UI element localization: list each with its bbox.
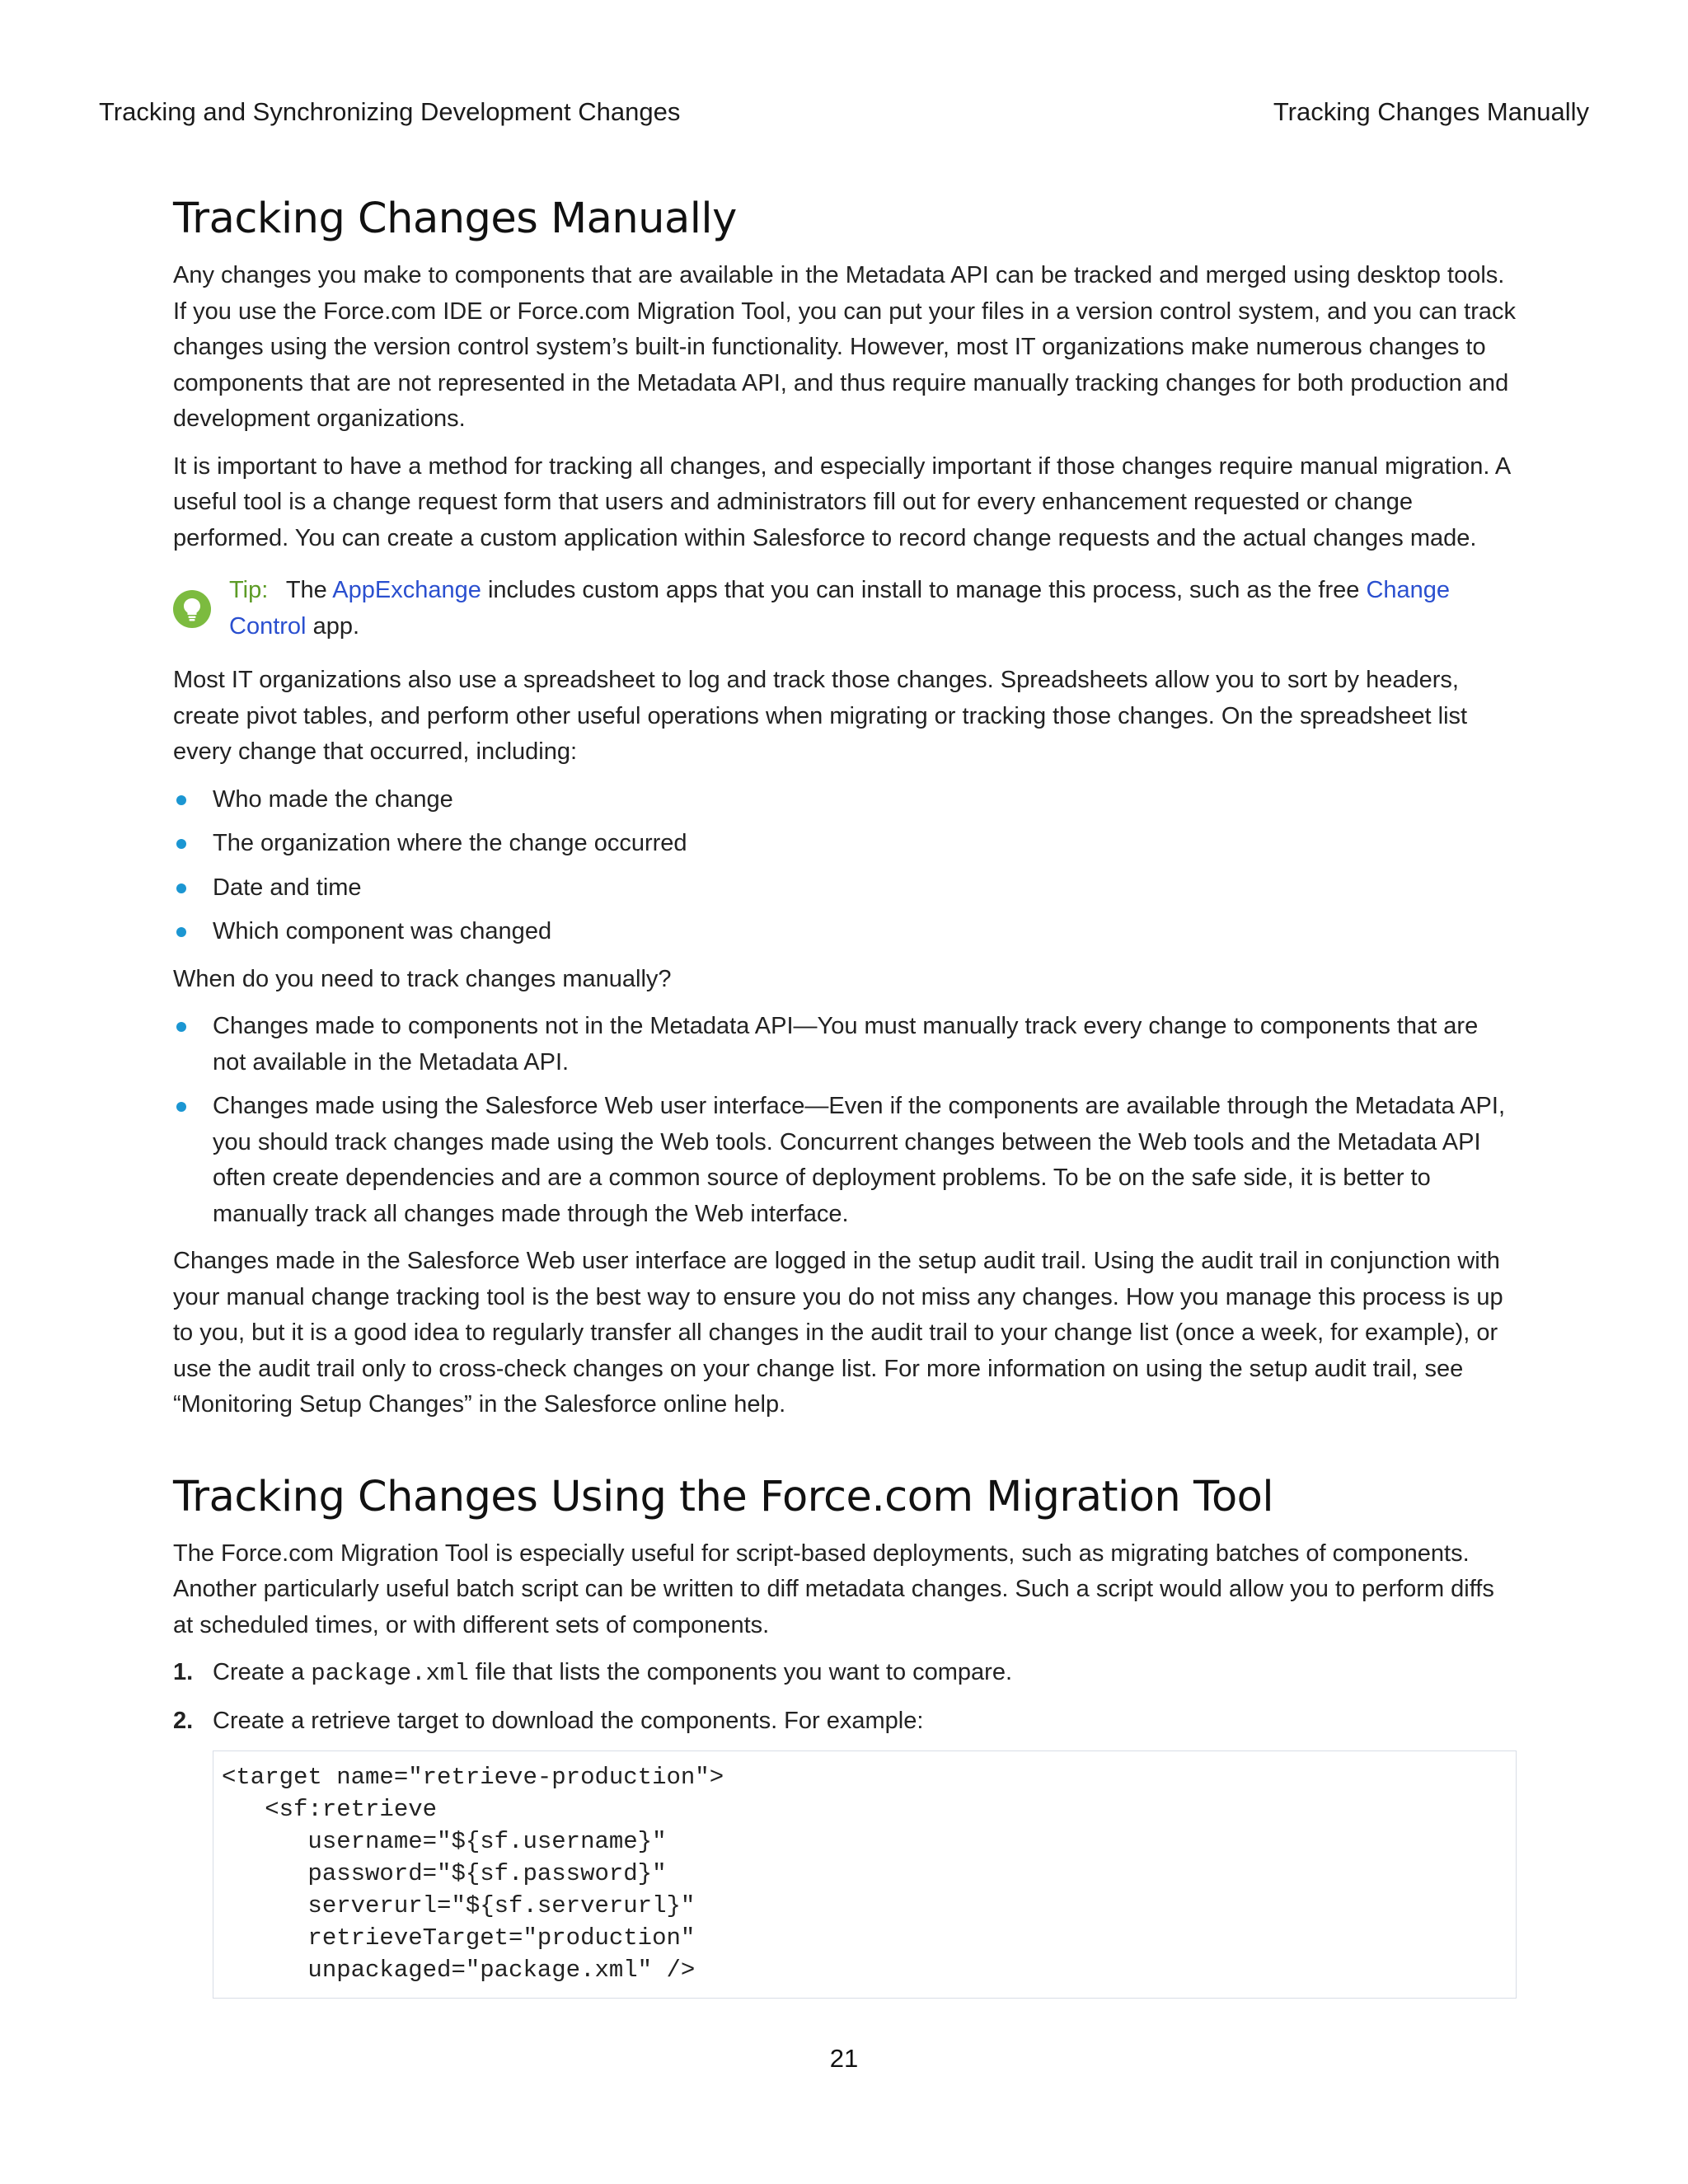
inline-code: package.xml bbox=[311, 1660, 469, 1687]
when-to-track-list bbox=[173, 1009, 1517, 1232]
change-control-link[interactable]: Change Control bbox=[229, 577, 1451, 640]
tip-text: app. bbox=[312, 612, 360, 640]
tip-text: The bbox=[285, 577, 327, 603]
paragraph: When do you need to track changes manually? bbox=[173, 965, 672, 992]
tip-callout bbox=[173, 573, 1517, 644]
paragraph: The Force.com Migration Tool is especially useful for script-based deployments, such as migrating batches of components. Another particularly useful batch script can be written to diff metadata changes. Such a script would allow you to perform diffs at scheduled times, or with different sets of components. bbox=[173, 1540, 1494, 1638]
bullet-icon bbox=[176, 1102, 186, 1112]
page-content bbox=[173, 194, 1517, 1999]
bullet-icon bbox=[176, 839, 186, 849]
paragraph: Changes made in the Salesforce Web user interface are logged in the setup audit trail. Using the audit trail in conjunction with your manual change tracking tool is the best way to ensure you do not miss any changes. How you manage this process is up to you, but it is a good idea to regularly transfer all changes in the audit trail to your change list (once a week, for example), or use the audit trail only to cross-check changes on your change list. For more information on using the setup audit trail, see “Monitoring Setup Changes” in the Salesforce online help. bbox=[173, 1248, 1503, 1418]
page-number: 21 bbox=[829, 2044, 859, 2073]
steps-list bbox=[173, 1655, 1517, 1739]
list-item: Date and time bbox=[173, 870, 1517, 907]
step-number: 2. bbox=[173, 1707, 194, 1734]
bullet-icon bbox=[176, 883, 186, 893]
lightbulb-icon bbox=[173, 590, 211, 628]
section-title-migration-tool: Tracking Changes Using the Force.com Migration Tool bbox=[173, 1472, 1274, 1521]
step-item: 1. Create a package.xml file that lists the components you want to compare. bbox=[173, 1655, 1517, 1692]
tip-label: Tip: bbox=[229, 577, 269, 603]
tip-text: includes custom apps that you can install to manage this process, such as the free bbox=[487, 577, 1360, 603]
step-item: 2. Create a retrieve target to download the components. For example: bbox=[173, 1704, 1517, 1740]
bullet-icon bbox=[176, 927, 186, 937]
list-item: Changes made using the Salesforce Web user interface—Even if the components are available through the Metadata API, you should track changes made using the Web tools. Concurrent changes between the Web tools and the Metadata API often create dependencies and are a common source of deployment problems. To be on the safe side, it is better to manually track all changes made through the Web interface. bbox=[173, 1089, 1517, 1232]
paragraph: Most IT organizations also use a spreadsheet to log and track those changes. Spreadsheets allow you to sort by headers, create pivot tables, and perform other useful operations when migrating or tracking those changes. On the spreadsheet list every change that occurred, including: bbox=[173, 667, 1468, 765]
step-number: 1. bbox=[173, 1659, 194, 1685]
paragraph: It is important to have a method for tracking all changes, and especially important if those changes require manual migration. A useful tool is a change request form that users and administrators fill out for every enhancement requested or change performed. You can create a custom application within Salesforce to record change requests and the actual changes made. bbox=[173, 452, 1510, 551]
bullet-icon bbox=[176, 1022, 186, 1032]
running-header-right: Tracking Changes Manually bbox=[1273, 97, 1589, 126]
section-title-manual: Tracking Changes Manually bbox=[173, 194, 737, 243]
running-header-left: Tracking and Synchronizing Development Changes bbox=[99, 97, 681, 126]
list-item: The organization where the change occurred bbox=[173, 826, 1517, 862]
list-item: Changes made to components not in the Metadata API—You must manually track every change to components that are not available in the Metadata API. bbox=[173, 1009, 1517, 1080]
paragraph: Any changes you make to components that are available in the Metadata API can be tracked and merged using desktop tools. If you use the Force.com IDE or Force.com Migration Tool, you can put your files in a version control system, and you can track changes using the version control system’s built-in functionality. However, most IT organizations make numerous changes to components that are not represented in the Metadata API, and thus require manually tracking changes for both production and development organizations. bbox=[173, 262, 1517, 432]
code-block: <target name="retrieve-production"> <sf:retrieve username="${sf.username}" password="${sf.password}" serverurl="${sf.serverurl}" retrieveTarget="production" unpackaged="package.xml" /> bbox=[213, 1750, 1517, 1999]
bullet-icon bbox=[176, 795, 186, 805]
appexchange-link[interactable]: AppExchange bbox=[332, 577, 481, 603]
change-details-list bbox=[173, 782, 1517, 950]
list-item: Who made the change bbox=[173, 782, 1517, 818]
list-item: Which component was changed bbox=[173, 914, 1517, 950]
